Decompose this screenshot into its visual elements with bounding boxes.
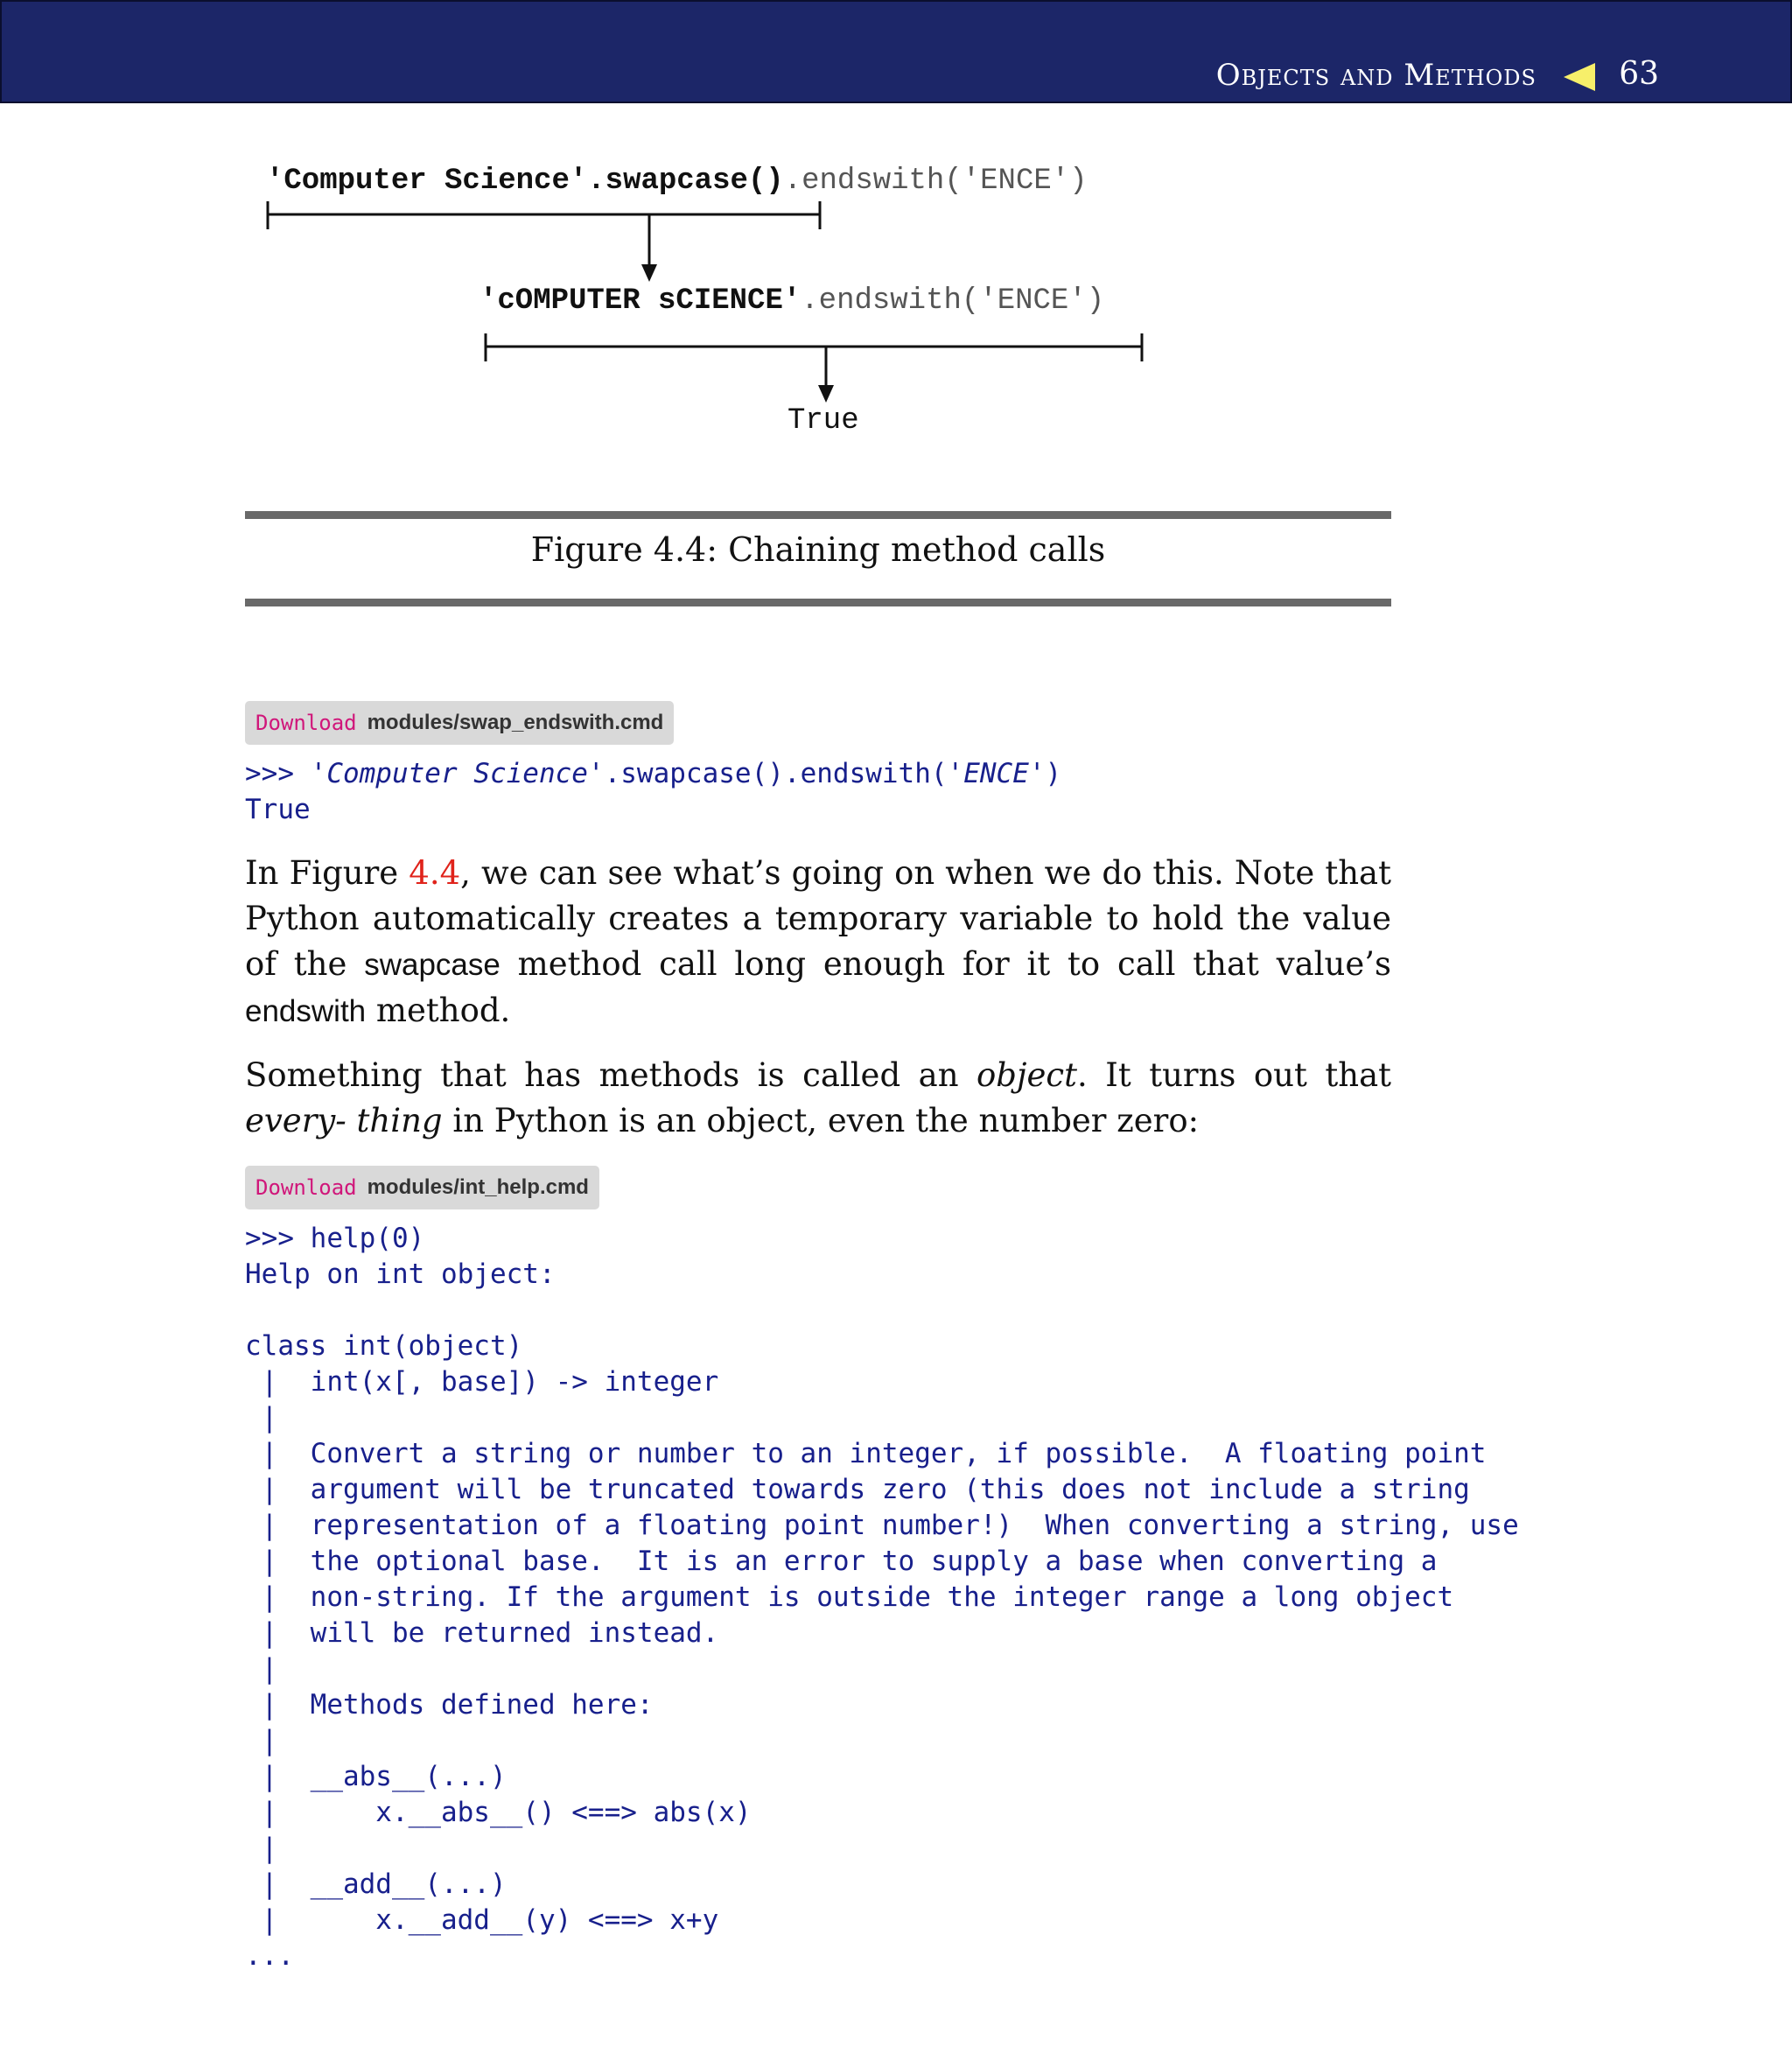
code-output: True (245, 794, 311, 825)
bracket-2 (486, 333, 1142, 386)
download-link[interactable]: Download (256, 1175, 357, 1200)
paragraph-1-text-a: In Figure (245, 854, 410, 892)
paragraph-1-text-d: method. (366, 992, 511, 1029)
diagram-result: True (788, 404, 859, 438)
diagram-brackets (0, 0, 1792, 455)
code-string-literal: 'Computer Science' (310, 758, 605, 789)
code-prompt: >>> (245, 758, 311, 789)
emphasis-everything: every- thing (245, 1102, 443, 1139)
bracket-1 (268, 201, 820, 267)
code-arg-literal: 'ENCE' (947, 758, 1046, 789)
diagram-line-2-bold: 'cOMPUTER sCIENCE' (480, 284, 802, 318)
download-box-1 (245, 701, 674, 745)
paragraph-1-text-c: method call long enough for it to call that value’s (500, 945, 1391, 983)
down-arrow-icon (641, 264, 657, 282)
download-path: modules/int_help.cmd (367, 1175, 589, 1199)
diagram-line-1-rest: .endswith('ENCE') (783, 165, 1088, 198)
emphasis-object: object (976, 1056, 1077, 1094)
paragraph-2-text-c: in Python is an object, even the number zero: (442, 1102, 1200, 1139)
code-call-mid: .swapcase().endswith( (604, 758, 948, 789)
figure-caption: Figure 4.4: Chaining method calls (530, 530, 1106, 569)
inline-code-swapcase: swapcase (364, 948, 500, 982)
code-block-2: >>> help(0) Help on int object: class int(object) | int(x[, base]) -> integer | | Convert a string or number to an integer, if possible. A floating point | argument will be truncated towards zero (this does not include a string | representation of a floating point number!) When converting a string, use | the optional base. It is an error to supply a base when converting a | non-string. If the argument is outside the integer range a long object | will be returned instead. | | Methods defined here: | | __abs__(...) | x.__abs__() <==> abs(x) | | __add__(...) | x.__add__(y) <==> x+y ... (245, 1223, 1519, 1972)
caption-rule-bottom (245, 599, 1391, 606)
paragraph-1-text-b: , we can see what’s going on when we do this. Note that Python automatically creates a temporary variable to hold the value of the (245, 854, 1391, 983)
inline-code-endswith: endswith (245, 994, 367, 1028)
down-arrow-icon (818, 385, 834, 403)
figure-reference-link[interactable]: 4.4 (409, 854, 461, 892)
caption-rule-top (245, 511, 1391, 519)
download-link[interactable]: Download (256, 711, 357, 735)
diagram-line-1-bold: 'Computer Science'.swapcase() (266, 165, 784, 198)
download-path: modules/swap_endswith.cmd (367, 711, 664, 734)
diagram-line-2-rest: .endswith('ENCE') (801, 284, 1105, 318)
running-title: Objects and Methods (1215, 58, 1536, 93)
paragraph-2 (245, 1053, 1391, 1144)
page-number: 63 (1619, 56, 1659, 92)
paragraph-1 (245, 851, 1391, 1034)
paragraph-2-text-a: Something that has methods is called an (245, 1056, 977, 1094)
download-box-2 (245, 1166, 599, 1209)
paragraph-2-text-b: . It turns out that (1076, 1056, 1392, 1094)
code-call-end: ) (1045, 758, 1062, 789)
code-block-1 (245, 756, 1061, 828)
